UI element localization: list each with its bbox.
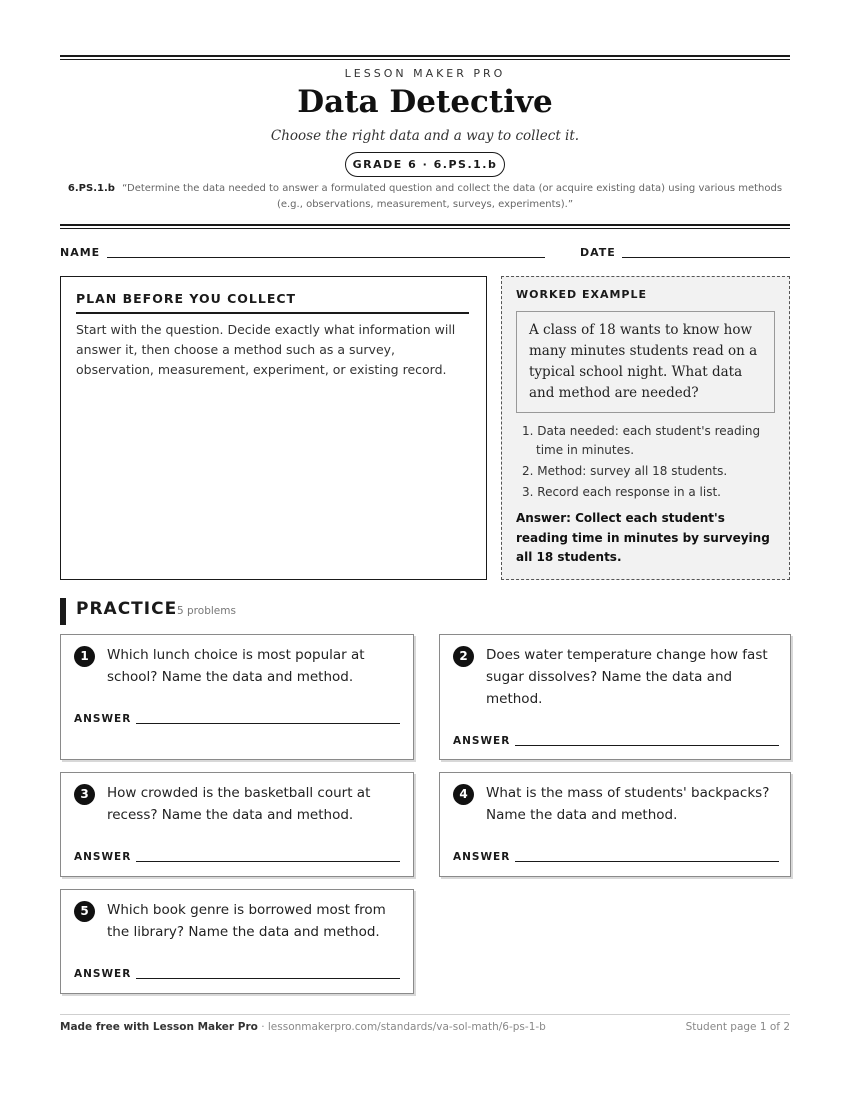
grade-standard-badge: GRADE 6 · 6.PS.1.b (345, 152, 505, 177)
brand-name: LESSON MAKER PRO (344, 67, 506, 80)
answer-field[interactable] (136, 861, 400, 862)
problem-number: 2 (453, 646, 474, 667)
practice-title: PRACTICE (76, 599, 178, 619)
answer-field[interactable] (136, 723, 400, 724)
footer-made-with: Made free with Lesson Maker Pro (60, 1021, 258, 1033)
standard-text: “Determine the data needed to answer a formulated question and collect the data (or acquire existing data) using various methods (e.g., observations, measurement, surveys, experiments).” (122, 183, 783, 210)
practice-count: 5 problems (177, 605, 236, 617)
problem-card-2 (439, 634, 791, 760)
worked-example-title: WORKED EXAMPLE (516, 288, 647, 301)
footer-credit (60, 1021, 546, 1033)
answer-label: ANSWER (74, 968, 132, 980)
problem-question: Does water temperature change how fast sugar dissolves? Name the data and method. (486, 647, 768, 707)
worked-step: 2. Method: survey all 18 students. (522, 464, 728, 478)
name-label: NAME (60, 246, 101, 259)
page-subtitle: Choose the right data and a way to collect it. (270, 128, 580, 144)
answer-label: ANSWER (74, 851, 132, 863)
problem-number: 4 (453, 784, 474, 805)
plan-box (60, 276, 487, 580)
worked-step: 1. Data needed: each student's reading time in minutes. (522, 424, 761, 457)
problem-number: 5 (74, 901, 95, 922)
worksheet-page (60, 0, 790, 1100)
problem-question: Which lunch choice is most popular at school? Name the data and method. (107, 647, 365, 685)
worked-example-answer: Answer: Collect each student's reading time in minutes by surveying all 18 students. (516, 511, 770, 564)
date-label: DATE (580, 246, 616, 259)
plan-body: Start with the question. Decide exactly what information will answer it, then choose a method such as a survey, observation, measurement, experiment, or existing record. (76, 322, 456, 377)
footer-rule (60, 1014, 790, 1015)
worked-example-steps (516, 422, 778, 504)
worked-step: 3. Record each response in a list. (522, 485, 721, 499)
answer-field[interactable] (515, 861, 779, 862)
answer-field[interactable] (515, 745, 779, 746)
practice-accent-bar (60, 598, 66, 625)
worked-example-question: A class of 18 wants to know how many minutes students read on a typical school night. What data and method are needed? (516, 311, 775, 413)
answer-label: ANSWER (453, 851, 511, 863)
answer-label: ANSWER (453, 735, 511, 747)
problem-question: Which book genre is borrowed most from the library? Name the data and method. (107, 902, 386, 940)
standard-code: 6.PS.1.b (67, 183, 115, 194)
date-field[interactable] (622, 257, 790, 258)
problem-number: 3 (74, 784, 95, 805)
problem-card-1 (60, 634, 414, 760)
problem-card-3 (60, 772, 414, 877)
header-bottom-rule (60, 224, 790, 226)
standard-description (60, 181, 790, 213)
problem-question: What is the mass of students' backpacks? Name the data and method. (486, 785, 770, 823)
answer-label: ANSWER (74, 713, 132, 725)
header-top-rule (60, 55, 790, 57)
problem-card-5 (60, 889, 414, 994)
problem-number: 1 (74, 646, 95, 667)
page-title: Data Detective (297, 84, 553, 120)
name-field[interactable] (107, 257, 545, 258)
plan-title: PLAN BEFORE YOU COLLECT (76, 291, 469, 314)
problem-card-4 (439, 772, 791, 877)
footer-link[interactable]: · lessonmakerpro.com/standards/va-sol-math/6-ps-1-b (257, 1021, 546, 1033)
footer-page-number: Student page 1 of 2 (685, 1021, 790, 1033)
answer-field[interactable] (136, 978, 400, 979)
problem-question: How crowded is the basketball court at recess? Name the data and method. (107, 785, 371, 823)
worked-example-box (501, 276, 790, 580)
